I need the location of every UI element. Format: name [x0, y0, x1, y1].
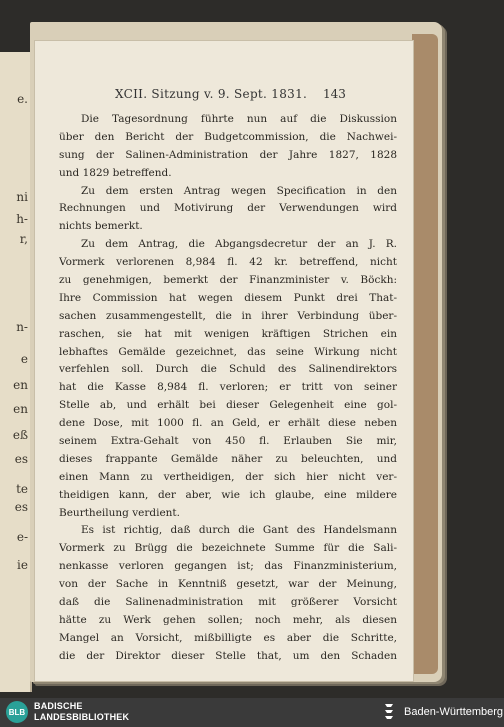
footer-bar	[0, 698, 504, 727]
previous-page-text-fragment: r,	[19, 232, 28, 246]
previous-page-text-fragment: en	[13, 402, 28, 416]
previous-page-text-fragment: es	[14, 500, 28, 514]
book-cover-edge	[412, 34, 438, 674]
page-header	[35, 87, 413, 107]
previous-page-text-fragment: h-	[16, 212, 28, 226]
baden-wuerttemberg-lions-icon	[382, 702, 398, 722]
text-line: über den Bericht der Budgetcommission, die Nachwei-	[59, 130, 397, 143]
text-line: dene Dose, mit 1000 fl. an Geld, er erhält diese neben	[59, 417, 397, 430]
text-line: und 1829 betreffend.	[59, 166, 172, 179]
previous-page-text-fragment: e	[20, 352, 28, 366]
text-line: Mangel an Vorsicht, mißbilligte es aber die Schritte,	[59, 631, 397, 644]
book-page	[34, 40, 414, 682]
text-line: nichts bemerkt.	[59, 220, 143, 233]
text-line: hätte zu Werk gehen sollen; noch mehr, als diesen	[59, 613, 397, 626]
running-head: XCII. Sitzung v. 9. Sept. 1831.	[115, 87, 308, 101]
previous-page-text-fragment: te	[16, 482, 28, 496]
text-line: nenkasse verloren gegangen ist; das Finanzministerium,	[59, 560, 397, 573]
text-line: raschen, sie hat mit wenigen kräftigen Strichen ein	[59, 327, 397, 340]
text-line: Zu dem Antrag, die Abgangsdecretur der an J. R.	[81, 238, 397, 251]
previous-page-text-fragment: e.	[17, 92, 28, 106]
text-line: Stelle ab, und erhält bei dieser Gelegenheit eine gol-	[59, 399, 397, 412]
text-line: theidigen kann, der aber, wie ich glaube, eine mildere	[59, 488, 397, 501]
institution-line-1: BADISCHE	[34, 701, 83, 711]
text-line: sachen zusammengestellt, die in ihrer Verbindung über-	[59, 309, 397, 322]
institution-name	[34, 701, 129, 723]
text-line: lebhaftes Gemälde gezeichnet, das seine Wirkung nicht	[59, 345, 397, 358]
body-text	[59, 111, 397, 666]
text-line: verfehlen soll. Durch die Schuld des Salinendirektors	[59, 363, 397, 376]
previous-page-text-fragment: n-	[16, 320, 28, 334]
previous-page-text-fragment: ie	[17, 558, 28, 572]
text-line: Ihre Commission hat wegen diesem Punkt drei That-	[59, 291, 397, 304]
text-line: Zu dem ersten Antrag wegen Specification in den	[81, 184, 397, 197]
previous-page-text-fragment: eß	[12, 428, 28, 442]
text-line: zu genehmigen, bemerkt der Finanzminister v. Böckh:	[59, 274, 397, 287]
previous-page-edge	[0, 52, 32, 692]
text-line: Beurtheilung verdient.	[59, 506, 180, 519]
blb-logo-icon[interactable]: BLB	[6, 701, 28, 723]
institution-line-2: LANDESBIBLIOTHEK	[34, 712, 130, 722]
text-line: Die Tagesordnung führte nun auf die Diskussion	[81, 113, 397, 125]
previous-page-text-fragment: ni	[16, 190, 28, 204]
text-line: Es ist richtig, daß durch die Gant des Handelsmann	[81, 524, 397, 537]
page-number: 143	[323, 87, 346, 101]
previous-page-text-fragment: e-	[16, 530, 28, 544]
previous-page-text-fragment: es	[14, 452, 28, 466]
text-line: von der Sache in Kenntniß gesetzt, war der Meinung,	[59, 578, 397, 591]
previous-page-text-fragment: en	[13, 378, 28, 392]
text-line: Vormerk zu Brügg die bezeichnete Summe für die Sali-	[59, 542, 397, 555]
text-line: Vormerk verlorenen 8,984 fl. 42 kr. betreffend, nicht	[59, 256, 397, 269]
text-line: seinem Extra-Gehalt von 450 fl. Erlauben Sie mir,	[59, 435, 397, 448]
text-line: hat die Kasse 8,984 fl. verloren; er tritt von seiner	[59, 381, 397, 394]
partner-name[interactable]: Baden-Württemberg	[404, 706, 504, 718]
text-line: einen Mann zu vertheidigen, der sich hier nicht ver-	[59, 470, 397, 483]
text-line: dieses frappante Gemälde näher zu beleuchten, und	[59, 452, 397, 465]
text-line: sung der Salinen-Administration der Jahre 1827, 1828	[59, 148, 397, 161]
text-line: Rechnungen und Motivirung der Verwendungen wird	[59, 202, 397, 215]
text-line: daß die Salinenadministration mit größerer Vorsicht	[59, 596, 397, 609]
text-line: die der Direktor dieser Stelle that, um den Schaden	[59, 649, 397, 662]
